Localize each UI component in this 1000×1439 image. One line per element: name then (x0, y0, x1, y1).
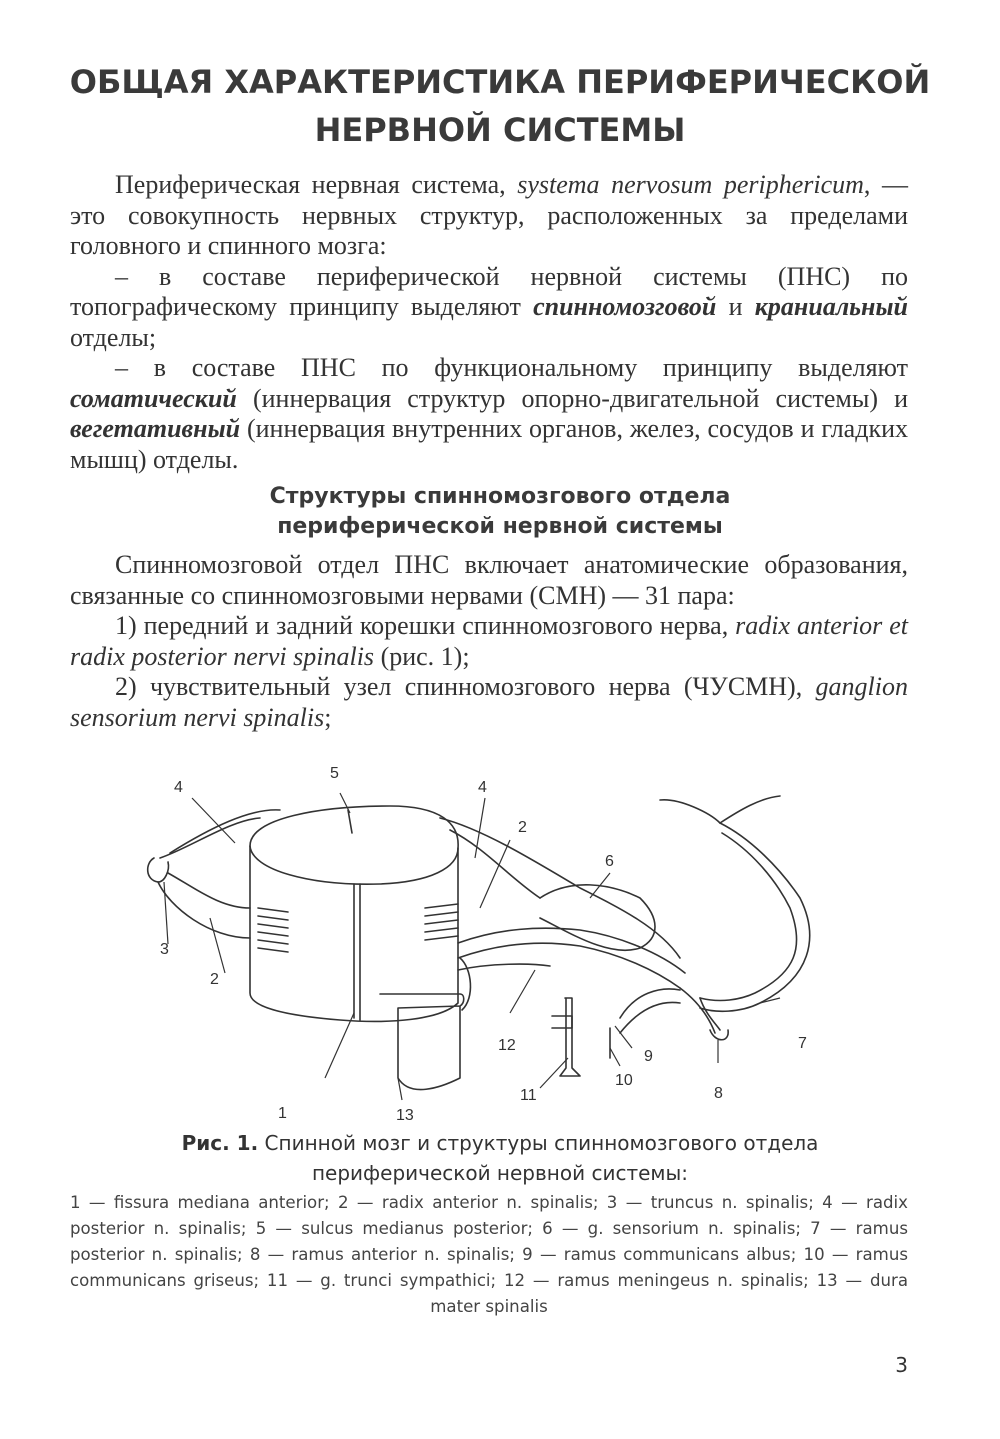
text-run: ; (324, 702, 332, 732)
leader-2b (480, 840, 510, 908)
section-paragraph: Спинномозговой отдел ПНС включает анатомические образования, связанные со спинномозговыми нервами (СМН) — 31 пара: (70, 550, 908, 610)
text-run: (иннервация внутренних органов, желез, сосудов и гладких мышц) отделы. (70, 414, 908, 474)
latin-term: systema nervosum periphericum (517, 170, 864, 199)
bold-term: соматический (70, 383, 237, 413)
label-2b: 2 (518, 819, 527, 836)
section-title-line-1: Структуры спинномозгового отдела (269, 484, 731, 509)
bold-term: вегетативный (70, 414, 241, 443)
spinal-ganglion (540, 885, 655, 950)
white-ramus (620, 989, 680, 1018)
leader-3 (164, 882, 168, 944)
left-anterior-root (168, 873, 250, 908)
spinal-cord-figure (140, 758, 840, 1138)
text-run: Спинной мозг и структуры спинномозгового отдела (258, 1131, 819, 1155)
label-3: 3 (160, 941, 169, 958)
meningeal-branch (458, 964, 550, 970)
sympathetic-ganglion (560, 998, 580, 1076)
leader-2a (210, 918, 225, 973)
leader-7 (760, 998, 780, 1003)
label-11: 11 (520, 1087, 537, 1104)
leader-12 (510, 970, 535, 1013)
leader-5 (340, 793, 350, 813)
page-title (0, 58, 1000, 154)
bold-term: краниальный (754, 292, 908, 321)
bold-term: спинномозговой (533, 292, 717, 321)
figure-caption (0, 1128, 1000, 1188)
label-10: 10 (615, 1072, 633, 1089)
label-8: 8 (714, 1085, 723, 1102)
intro-paragraph-3 (70, 353, 908, 475)
label-12: 12 (498, 1037, 516, 1054)
intro-paragraph-1 (70, 170, 908, 262)
page-title-line-1: ОБЩАЯ ХАРАКТЕРИСТИКА ПЕРИФЕРИЧЕСКОЙ (69, 63, 931, 101)
list-item-1 (70, 611, 908, 672)
intro-paragraph-2 (70, 262, 908, 354)
posterior-ramus (660, 796, 780, 823)
list-item-2 (70, 672, 908, 733)
posterior-sulcus (348, 810, 352, 833)
label-13: 13 (396, 1107, 414, 1124)
text-run: – в составе периферической нервной системы (ПНС) по топографическому принципу выделяют (70, 261, 908, 321)
label-4b: 4 (478, 779, 487, 796)
text-run: Периферическая нервная система, (115, 170, 518, 199)
text-run: , — это совокупность нервных структур, расположенных за пределами головного и спинного мозга: (70, 170, 908, 260)
latin-term: radix anterior et radix posterior nervi spinalis (70, 611, 908, 671)
label-7: 7 (798, 1035, 807, 1052)
label-2a: 2 (210, 971, 219, 988)
section-title (0, 482, 1000, 542)
label-9: 9 (644, 1048, 653, 1065)
intro-text (70, 170, 908, 475)
label-5: 5 (330, 765, 339, 782)
text-run: 2) чувствительный узел спинномозгового нерва (ЧУСМН), (115, 672, 816, 701)
label-1: 1 (278, 1105, 287, 1122)
leader-1 (325, 1013, 354, 1078)
text-run: 1) передний и задний корешки спинномозгового нерва, (115, 611, 736, 640)
leader-10 (610, 1048, 620, 1066)
text-run: отделы; (70, 322, 157, 352)
left-trunk-end (148, 858, 169, 882)
label-4a: 4 (174, 779, 183, 796)
figure-legend: 1 — fissura mediana anterior; 2 — radix anterior n. spinalis; 3 — truncus n. spinalis; 4 — radix posterior n. spinalis; 5 — sulcus medianus posterior; 6 — g. sensorium n. spinalis; 7 — ramus posterior n. spinalis; 8 — ramus anterior n. spinalis; 9 — ramus communicans albus; 10 — ramus communicans griseus; 11 — g. trunci sympathici; 12 — ramus meningeus n. spinalis; 13 — dura mater spinalis (70, 1193, 908, 1316)
left-posterior-root (160, 818, 260, 858)
section-title-line-2: периферической нервной системы (277, 514, 723, 539)
figure-number: Рис. 1. (181, 1131, 259, 1155)
right-anterior-root (458, 928, 685, 973)
page-number: 3 (895, 1353, 908, 1377)
text-run: (рис. 1); (374, 641, 470, 671)
leader-11 (540, 1058, 568, 1088)
figure-caption-line-2: периферической нервной системы: (311, 1161, 689, 1185)
latin-term: ganglion sensorium nervi spinalis (70, 672, 908, 732)
spinal-cord-diagram (140, 758, 840, 1138)
section-text (70, 550, 908, 733)
label-6: 6 (605, 853, 614, 870)
spinal-cord-top-rim (250, 846, 458, 884)
page-title-line-2: НЕРВНОЙ СИСТЕМЫ (314, 111, 686, 149)
text-run: (иннервация структур опорно-двигательной системы) и (236, 383, 908, 413)
text-run: и (716, 292, 755, 321)
text-run: – в составе ПНС по функциональному принципу выделяют (115, 353, 908, 382)
figure-caption-line-1 (0, 1128, 1000, 1158)
anterior-fissure (354, 884, 360, 1020)
